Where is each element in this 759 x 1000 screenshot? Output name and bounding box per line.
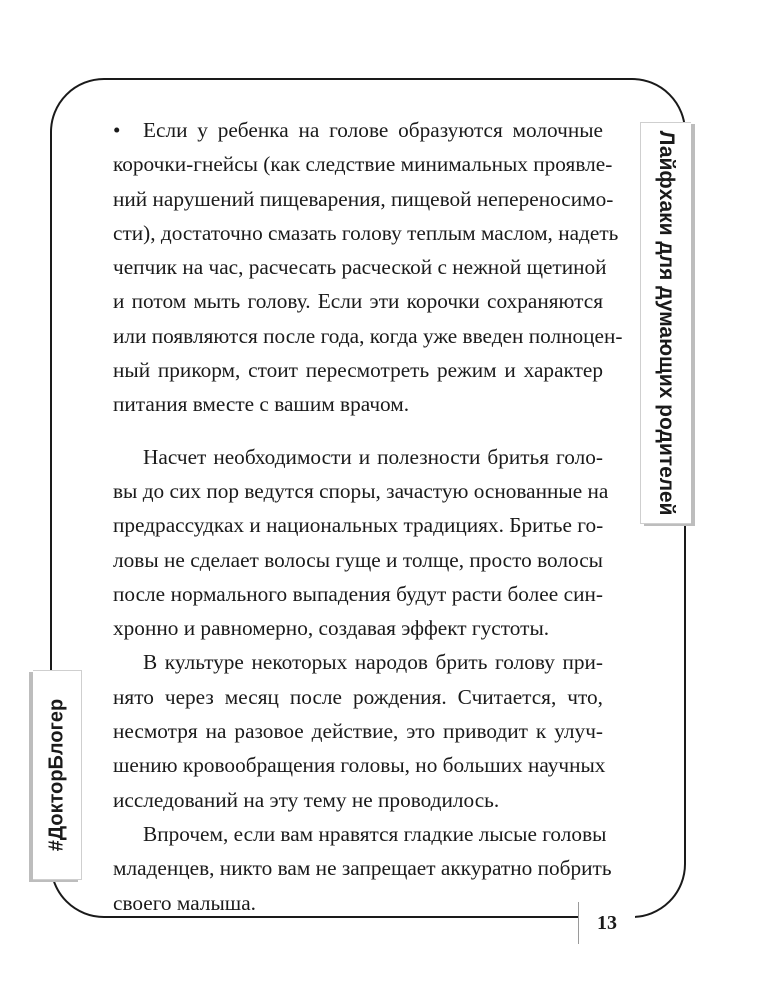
text-line: питания вместе с вашим врачом. [113,392,410,417]
text-line: вы до сих пор ведутся споры, зачастую основанные на [113,478,609,503]
paragraph [113,645,606,816]
text-line: В культуре некоторых народов брить голову при- [143,650,603,675]
bullet-marker: • [113,118,121,142]
text-line: сти), достаточно смазать голову теплым маслом, надеть [113,220,619,245]
page-number: 13 [597,911,617,934]
text-line: несмотря на разовое действие, это приводит к улуч- [113,719,603,744]
text-line: нято через месяц после рождения. Считается, что, [113,684,603,709]
text-line: Если у ребенка на голове образуются молочные [143,118,603,142]
text-line: Впрочем, если вам нравятся гладкие лысые головы [143,821,607,846]
text-line: после нормального выпадения будут расти более син- [113,581,603,606]
text-line: своего малыша. [113,890,256,915]
text-line: хронно и равномерно, создавая эффект густоты. [113,616,550,641]
text-line: ловы не сделает волосы гуще и толще, просто волосы [113,547,603,572]
text-line: и потом мыть голову. Если эти корочки сохраняются [113,289,603,314]
text-line: Насчет необходимости и полезности бритья голо- [143,444,603,469]
paragraph [113,440,609,646]
text-line: ный прикорм, стоит пересмотреть режим и характер [113,358,603,383]
running-header-tab [640,122,691,524]
text-line: предрассудках и национальных традициях. Бритье го- [113,513,604,538]
text-line: исследований на эту тему не проводилось. [113,787,500,812]
text-line: чепчик на час, расчесать расческой с нежной щетиной [113,255,607,280]
text-line: ний нарушений пищеварения, пищевой непереносимо- [113,186,614,211]
side-label-tab [33,670,82,880]
text-line: корочки-гнейсы (как следствие минимальных проявле- [113,152,613,177]
body-text [113,113,623,920]
side-label: #ДокторБлогер [45,698,68,852]
paragraph [113,817,612,920]
text-line: или появляются после года, когда уже введен полноцен- [113,323,623,348]
running-header: Лайфхаки для думающих родителей [655,130,678,516]
text-line: шению кровообращения головы, но больших научных [113,753,606,778]
bullet-paragraph [113,113,623,422]
bullet-first-line [113,113,603,147]
text-line: младенцев, никто вам не запрещает аккуратно побрить [113,856,612,881]
